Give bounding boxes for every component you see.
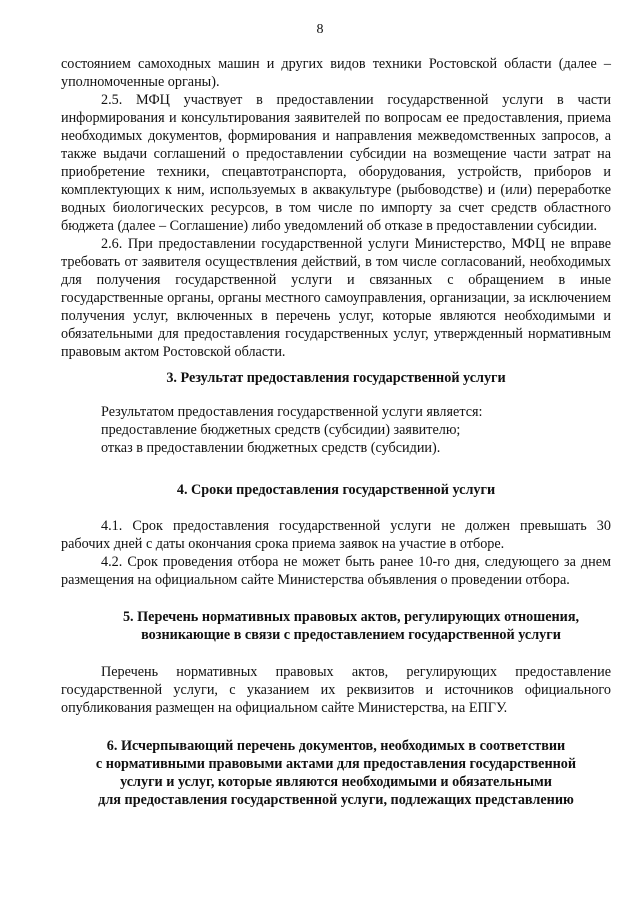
- paragraph-2-6: 2.6. При предоставлении государственной услуги Министерство, МФЦ не вправе требовать от заявителя осуществления действий, в том числе согласований, необходимых для получения государственной услуги и связанных с обращением в иные государственные органы, органы местного самоуправления, организации, за исключением получения услуг, включенных в перечень услуг, которые являются необходимыми и обязательными для предоставления государственных услуг, утвержденный нормативным правовым актом Ростовской области.: [61, 236, 611, 360]
- paragraph-4-1: 4.1. Срок предоставления государственной услуги не должен превышать 30 рабочих дней с даты окончания срока приема заявок на участие в отборе.: [61, 518, 611, 552]
- section-heading-4: 4. Сроки предоставления государственной услуги: [176, 482, 496, 498]
- heading-line: возникающие в связи с предоставлением государственной услуги: [141, 627, 561, 643]
- heading-line: 5. Перечень нормативных правовых актов, регулирующих отношения,: [122, 609, 580, 625]
- result-item: предоставление бюджетных средств (субсидии) заявителю;: [101, 422, 461, 438]
- heading-line: 6. Исчерпывающий перечень документов, необходимых в соответствии: [106, 738, 566, 754]
- heading-line: для предоставления государственной услуги, подлежащих представлению: [98, 792, 574, 808]
- heading-line: услуги и услуг, которые являются необходимыми и обязательными: [120, 774, 552, 790]
- result-list: [101, 403, 611, 457]
- paragraph-5: Перечень нормативных правовых актов, регулирующих предоставление государственной услуги, с указанием их реквизитов и источников официального опубликования размещен на официальном сайте Министерства, на ЕПГУ.: [61, 664, 611, 716]
- paragraph-2-5: 2.5. МФЦ участвует в предоставлении государственной услуги в части информирования и консультирования заявителей по вопросам ее предоставления, приема необходимых документов, формирования и направления межведомственных запросов, а также выдачи соглашений о предоставлении субсидии на возмещение части затрат на приобретение техники, спецавтотранспорта, оборудования, устройств, приборов и комплектующих к ним, используемых в аквакультуре (рыбоводстве) и (или) переработке водных биологических ресурсов, в том числе по импорту за счет средств областного бюджета (далее – Соглашение) либо уведомлений об отказе в предоставлении субсидии.: [61, 92, 611, 234]
- section-heading-6: [61, 737, 611, 809]
- page-content: [61, 55, 611, 809]
- heading-line: с нормативными правовыми актами для предоставления государственной: [95, 756, 577, 772]
- result-intro: Результатом предоставления государственной услуги является:: [101, 404, 483, 420]
- paragraph-continuation: состоянием самоходных машин и других видов техники Ростовской области (далее – уполномоченные органы).: [61, 56, 611, 90]
- section-heading-3: 3. Результат предоставления государственной услуги: [166, 370, 506, 386]
- page-number: 8: [316, 22, 324, 37]
- paragraph-4-2: 4.2. Срок проведения отбора не может быть ранее 10-го дня, следующего за днем размещения на официальном сайте Министерства объявления о проведении отбора.: [61, 554, 611, 588]
- result-item: отказ в предоставлении бюджетных средств (субсидии).: [101, 440, 441, 456]
- section-heading-5: [61, 608, 611, 644]
